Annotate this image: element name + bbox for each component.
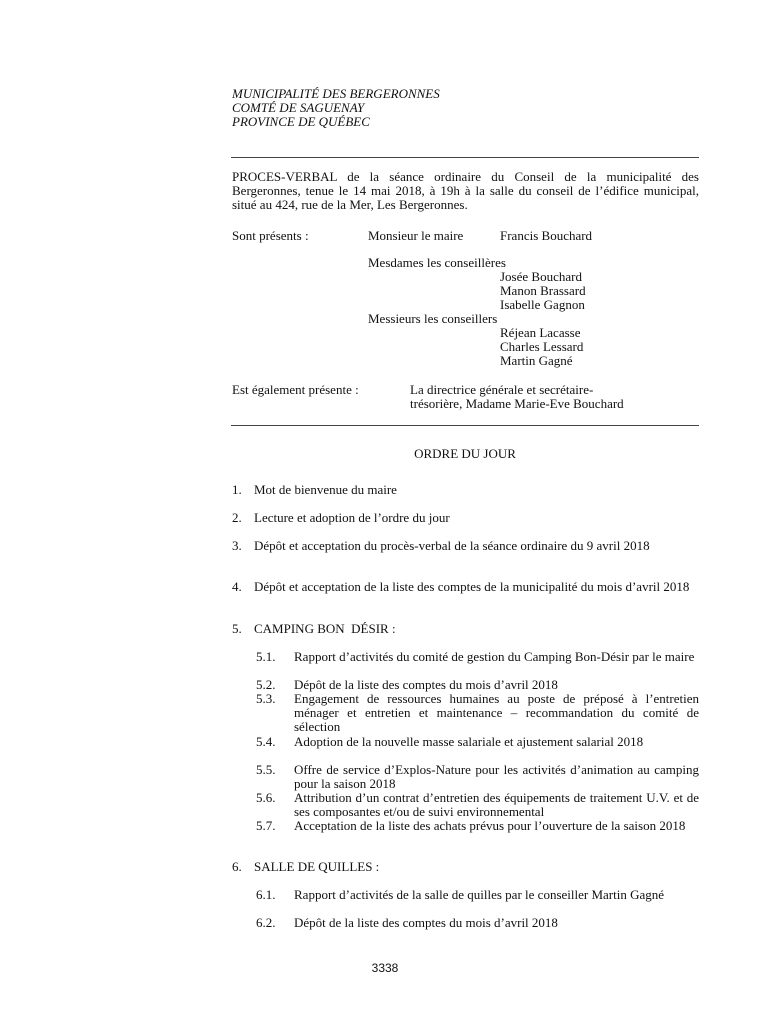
agenda-subitem-text: Rapport d’activités du comité de gestion du Camping Bon-Désir par le maire: [294, 649, 695, 664]
agenda-subitem-text: Acceptation de la liste des achats prévus pour l’ouverture de la saison 2018: [294, 818, 686, 833]
intro-paragraph: PROCES-VERBAL de la séance ordinaire du Conseil de la municipalité des Bergeronnes, tenue le 14 mai 2018, à 19h à la salle du conseil de l’édifice municipal, situé au 424, rue de la Mer, Les Bergeronnes.: [232, 169, 699, 212]
agenda-subitem-text: Dépôt de la liste des comptes du mois d’avril 2018: [294, 915, 558, 930]
councillor-name: Isabelle Gagnon: [500, 297, 585, 312]
councillor-name: Martin Gagné: [500, 353, 573, 368]
agenda-item-text: Lecture et adoption de l’ordre du jour: [254, 510, 450, 525]
agenda-subitem-number: 5.6.: [256, 790, 276, 805]
councillor-name: Charles Lessard: [500, 339, 584, 354]
agenda-item-text: CAMPING BON DÉSIR :: [254, 621, 396, 636]
agenda-item-number: 6.: [232, 859, 242, 874]
councillors-women-title: Mesdames les conseillères: [368, 255, 506, 270]
agenda-subitem-number: 5.5.: [256, 762, 276, 777]
agenda-item-number: 2.: [232, 510, 242, 525]
agenda-item-number: 5.: [232, 621, 242, 636]
agenda-subitem-number: 5.4.: [256, 734, 276, 749]
present-label: Sont présents :: [232, 228, 309, 243]
agenda-item-text: Dépôt et acceptation du procès-verbal de la séance ordinaire du 9 avril 2018: [254, 538, 650, 553]
director-line-2: trésorière, Madame Marie-Eve Bouchard: [410, 396, 624, 411]
agenda-subitem-number: 6.1.: [256, 887, 276, 902]
agenda-subitem-number: 5.7.: [256, 818, 276, 833]
agenda-subitem-text: Dépôt de la liste des comptes du mois d’avril 2018: [294, 677, 558, 692]
director-line-1: La directrice générale et secrétaire-: [410, 382, 594, 397]
top-divider: [231, 157, 699, 158]
municipality-name: MUNICIPALITÉ DES BERGERONNES: [232, 86, 440, 101]
agenda-subitem-number: 5.2.: [256, 677, 276, 692]
agenda-item-text: SALLE DE QUILLES :: [254, 859, 380, 874]
bottom-divider: [231, 425, 699, 426]
councillor-name: Réjean Lacasse: [500, 325, 581, 340]
agenda-item-number: 3.: [232, 538, 242, 553]
agenda-title: ORDRE DU JOUR: [414, 446, 516, 461]
agenda-subitem-text: Attribution d’un contrat d’entretien des équipements de traitement U.V. et de ses composantes et/ou de suivi environnemental: [294, 790, 699, 819]
agenda-subitem-text: Engagement de ressources humaines au poste de préposé à l’entretien ménager et entretien et maintenance – recommandation du comité de sélection: [294, 691, 699, 734]
councillor-name: Manon Brassard: [500, 283, 586, 298]
mayor-title: Monsieur le maire: [368, 228, 464, 243]
agenda-subitem-text: Adoption de la nouvelle masse salariale et ajustement salarial 2018: [294, 734, 644, 749]
agenda-item-text: Mot de bienvenue du maire: [254, 482, 397, 497]
agenda-subitem-number: 5.1.: [256, 649, 276, 664]
agenda-subitem-number: 6.2.: [256, 915, 276, 930]
agenda-subitem-number: 5.3.: [256, 691, 276, 706]
province-name: PROVINCE DE QUÉBEC: [232, 114, 370, 129]
agenda-subitem-text: Rapport d’activités de la salle de quilles par le conseiller Martin Gagné: [294, 887, 665, 902]
county-name: COMTÉ DE SAGUENAY: [232, 100, 365, 115]
councillor-name: Josée Bouchard: [500, 269, 582, 284]
agenda-item-number: 4.: [232, 579, 242, 594]
page-number: 3338: [371, 961, 399, 975]
agenda-item-text: Dépôt et acceptation de la liste des comptes de la municipalité du mois d’avril 2018: [254, 579, 690, 594]
also-present-label: Est également présente :: [232, 382, 359, 397]
councillors-men-title: Messieurs les conseillers: [368, 311, 498, 326]
agenda-item-number: 1.: [232, 482, 242, 497]
agenda-subitem-text: Offre de service d’Explos-Nature pour les activités d’animation au camping pour la saison 2018: [294, 762, 699, 791]
mayor-name: Francis Bouchard: [500, 228, 593, 243]
